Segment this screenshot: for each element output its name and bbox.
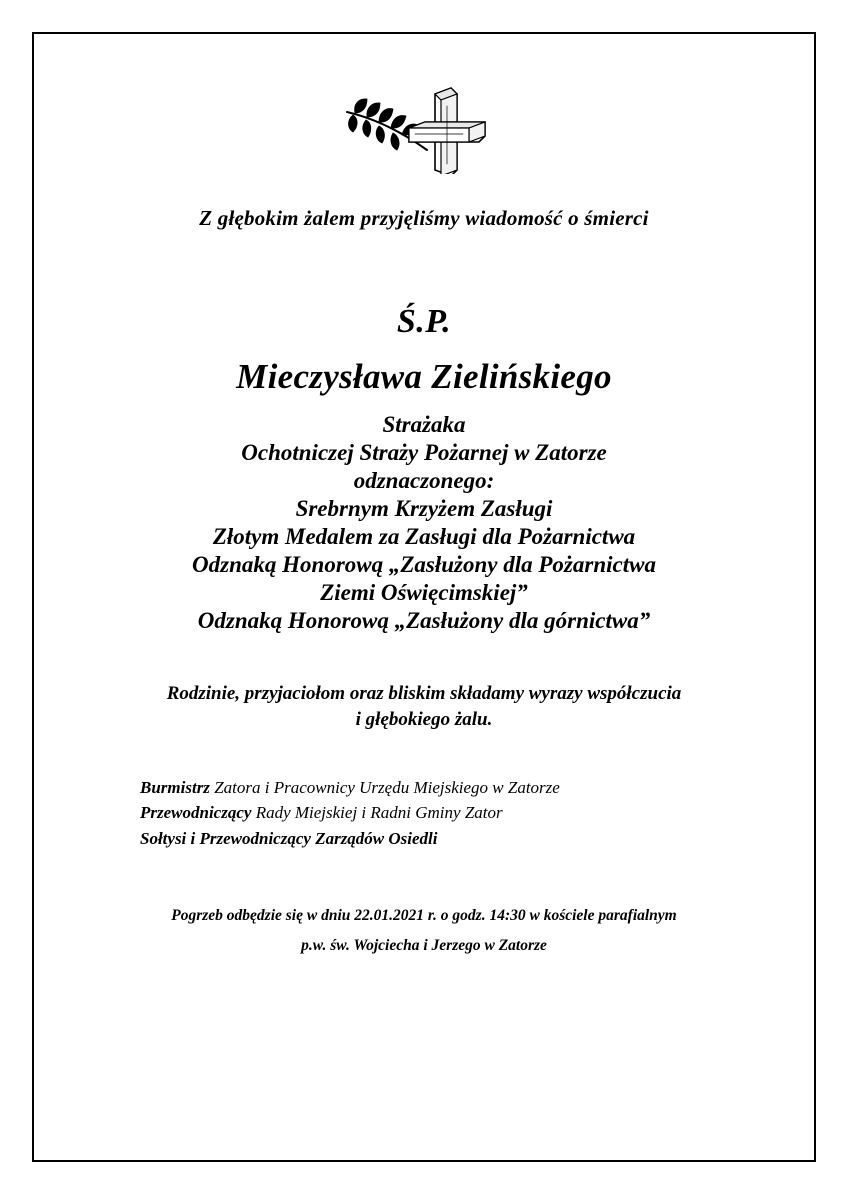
signatory-line — [140, 800, 770, 826]
obituary-notice-frame — [32, 32, 816, 1162]
signatory-title: Sołtysi i Przewodniczący Zarządów Osiedli — [140, 828, 438, 848]
role-line: odznaczonego: — [353, 468, 495, 494]
notice-content — [34, 34, 814, 1160]
funeral-details — [78, 901, 770, 960]
signatory-rest: Rady Miejskiej i Radni Gminy Zator — [251, 803, 503, 823]
signatory-line — [140, 826, 770, 852]
signatory-rest: Zatora i Pracownicy Urzędu Miejskiego w Zatorze — [209, 777, 560, 797]
role-line: Odznaką Honorową „Zasłużony dla górnictwa” — [197, 608, 651, 634]
lead-text: Z głębokim żalem przyjęliśmy wiadomość o śmierci — [199, 206, 649, 230]
condolence-line: Rodzinie, przyjaciołom oraz bliskim składamy wyrazy współczucia — [166, 683, 682, 705]
role-line: Odznaką Honorową „Zasłużony dla Pożarnictwa — [192, 552, 656, 578]
signatory-line — [140, 775, 770, 801]
signatory-title: Przewodniczący — [140, 803, 252, 823]
role-line: Strażaka — [382, 412, 466, 437]
deceased-name: Mieczysława Zielińskiego — [236, 357, 612, 396]
signatories — [78, 775, 770, 852]
condolence-line: i głębokiego żalu. — [355, 709, 493, 731]
cross-with-laurel-branch-icon — [339, 84, 509, 174]
honorific: Ś.P. — [396, 303, 452, 340]
role-line: Srebrnym Krzyżem Zasługi — [295, 496, 553, 522]
role-line: Złotym Medalem za Zasługi dla Pożarnictwa — [212, 524, 636, 550]
role-line: Ochotniczej Straży Pożarnej w Zatorze — [241, 440, 607, 466]
signatory-title: Burmistrz — [140, 777, 210, 797]
condolence-text — [78, 681, 770, 732]
roles-and-decorations — [78, 411, 770, 635]
role-line: Ziemi Oświęcimskiej” — [320, 580, 528, 606]
funeral-line: Pogrzeb odbędzie się w dniu 22.01.2021 r. o godz. 14:30 w kościele parafialnym — [171, 907, 677, 925]
funeral-line: p.w. św. Wojciecha i Jerzego w Zatorze — [301, 936, 547, 954]
